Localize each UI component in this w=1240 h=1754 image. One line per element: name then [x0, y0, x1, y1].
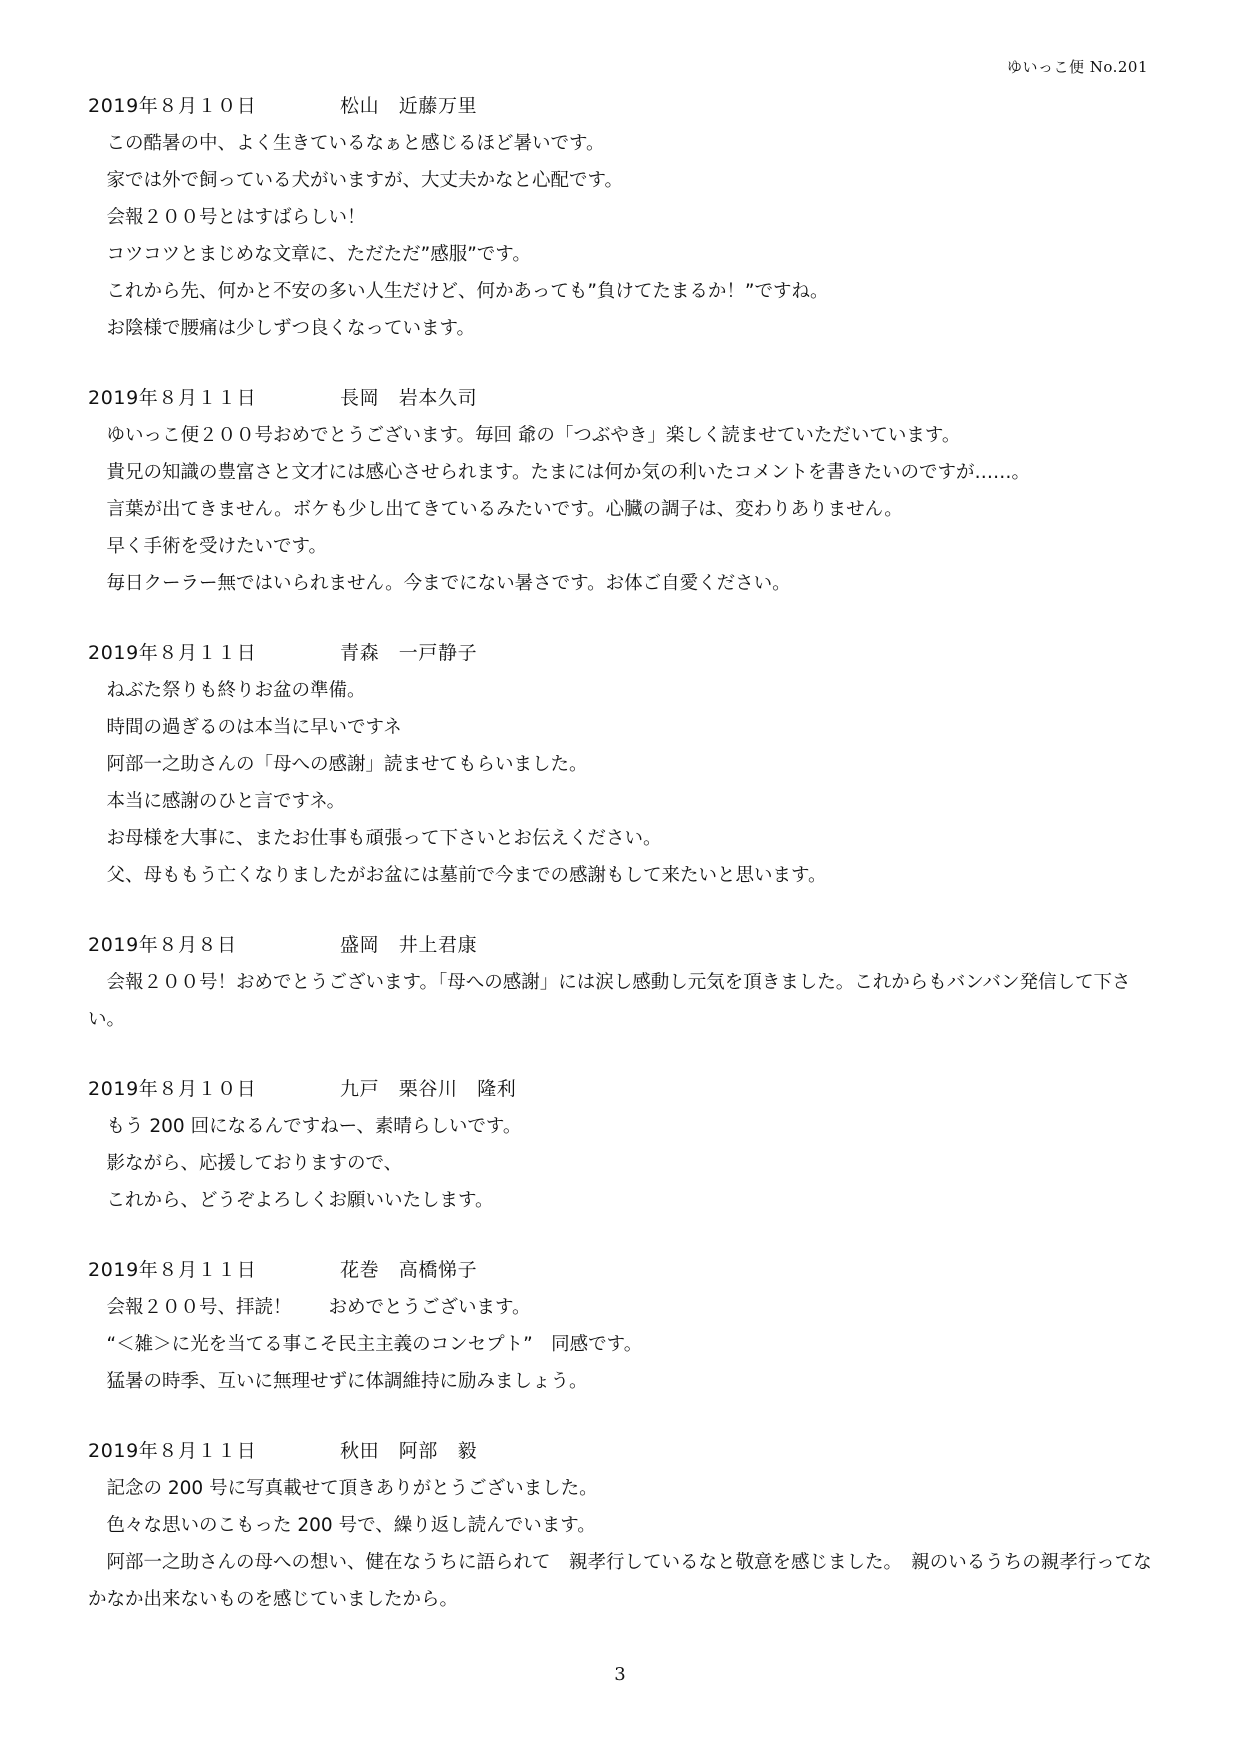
letter-line: 阿部一之助さんの母への想い、健在なうちに語られて 親孝行しているなと敬意を感じました。 親のいるうちの親孝行ってなかなか出来ないものを感じていましたから。	[88, 1552, 1152, 1610]
letter-line: “＜雑＞に光を当てる事こそ民主主義のコンセプト” 同感です。	[106, 1334, 643, 1355]
letter-body	[88, 1470, 1156, 1618]
letter-entry	[88, 88, 1156, 347]
letter-line: 猛暑の時季、互いに無理せずに体調維持に励みましょう。	[106, 1371, 588, 1392]
letter-line: 本当に感謝のひと言ですネ。	[106, 791, 346, 812]
letter-line: ゆいっこ便２００号おめでとうございます。毎回 爺の「つぶやき」楽しく読ませていただいています。	[106, 425, 961, 446]
publication-header: ゆいっこ便 No.201	[1006, 58, 1148, 76]
letter-body	[88, 1108, 1156, 1219]
letter-line: コツコツとまじめな文章に、ただただ”感服”です。	[106, 244, 531, 265]
letter-line: お母様を大事に、またお仕事も頑張って下さいとお伝えください。	[106, 828, 662, 849]
letter-line: 会報２００号、拝読！ おめでとうございます。	[106, 1297, 531, 1318]
letter-body	[88, 964, 1156, 1038]
letter-line: 父、母ももう亡くなりましたがお盆には墓前で今までの感謝もして来たいと思います。	[106, 865, 827, 886]
letter-entry	[88, 635, 1156, 894]
letter-author: 長岡 岩本久司	[340, 387, 478, 409]
letter-line: 時間の過ぎるのは本当に早いですネ	[106, 717, 402, 738]
letter-entry	[88, 1433, 1156, 1618]
letter-header	[88, 1433, 1156, 1470]
letter-header	[88, 927, 1156, 964]
page-number: 3	[614, 1664, 626, 1685]
letters-page	[88, 88, 1156, 1651]
letter-date: 2019年８月１１日	[88, 387, 257, 409]
letter-body	[88, 125, 1156, 347]
letter-author: 九戸 栗谷川 隆利	[340, 1078, 517, 1100]
letter-author: 松山 近藤万里	[340, 95, 478, 117]
letter-author: 秋田 阿部 毅	[340, 1440, 478, 1462]
letter-entry	[88, 1252, 1156, 1400]
letter-date: 2019年８月１１日	[88, 642, 257, 664]
letter-header	[88, 380, 1156, 417]
letter-line: 影ながら、応援しておりますので、	[106, 1153, 403, 1174]
letter-line: 家では外で飼っている犬がいますが、大丈夫かなと心配です。	[106, 170, 624, 191]
letter-line: お陰様で腰痛は少しずつ良くなっています。	[106, 318, 476, 339]
letter-line: もう 200 回になるんですねー、素晴らしいです。	[106, 1116, 522, 1137]
letter-date: 2019年８月１１日	[88, 1440, 257, 1462]
letter-author: 青森 一戸静子	[340, 642, 478, 664]
letter-line: 毎日クーラー無ではいられません。今までにない暑さです。お体ご自愛ください。	[106, 573, 791, 594]
letter-line: 色々な思いのこもった 200 号で、繰り返し読んでいます。	[106, 1515, 596, 1536]
letter-line: 言葉が出てきません。ボケも少し出てきているみたいです。心臓の調子は、変わりありません。	[106, 499, 903, 520]
letter-header	[88, 635, 1156, 672]
letter-date: 2019年８月１１日	[88, 1259, 257, 1281]
letter-line: 阿部一之助さんの「母への感謝」読ませてもらいました。	[106, 754, 588, 775]
letter-body	[88, 417, 1156, 602]
letter-line: 会報２００号とはすばらしい！	[106, 207, 366, 228]
letter-date: 2019年８月１０日	[88, 95, 257, 117]
letter-line: 記念の 200 号に写真載せて頂きありがとうございました。	[106, 1478, 598, 1499]
letter-body	[88, 672, 1156, 894]
letter-entry	[88, 927, 1156, 1038]
letter-line: ねぶた祭りも終りお盆の準備。	[106, 680, 366, 701]
letter-line: 貴兄の知識の豊富さと文才には感心させられます。たまには何か気の利いたコメントを書きたいのですが……。	[106, 462, 1031, 483]
letter-header	[88, 1071, 1156, 1108]
letter-author: 盛岡 井上君康	[340, 934, 478, 956]
letter-body	[88, 1289, 1156, 1400]
letter-entry	[88, 1071, 1156, 1219]
letter-line: 会報２００号！おめでとうございます。「母への感謝」には涙し感動し元気を頂きました。これからもバンバン発信して下さい。	[88, 972, 1131, 1030]
letter-line: これから先、何かと不安の多い人生だけど、何かあっても”負けてたまるか！”ですね。	[106, 281, 829, 302]
letter-line: この酷暑の中、よく生きているなぁと感じるほど暑いです。	[106, 133, 605, 154]
letter-header	[88, 1252, 1156, 1289]
letter-header	[88, 88, 1156, 125]
letter-line: これから、どうぞよろしくお願いいたします。	[106, 1190, 494, 1211]
letter-author: 花巻 高橋悌子	[340, 1259, 478, 1281]
letter-entry	[88, 380, 1156, 602]
letter-date: 2019年８月１０日	[88, 1078, 257, 1100]
letter-line: 早く手術を受けたいです。	[106, 536, 328, 557]
letter-date: 2019年８月８日	[88, 934, 237, 956]
